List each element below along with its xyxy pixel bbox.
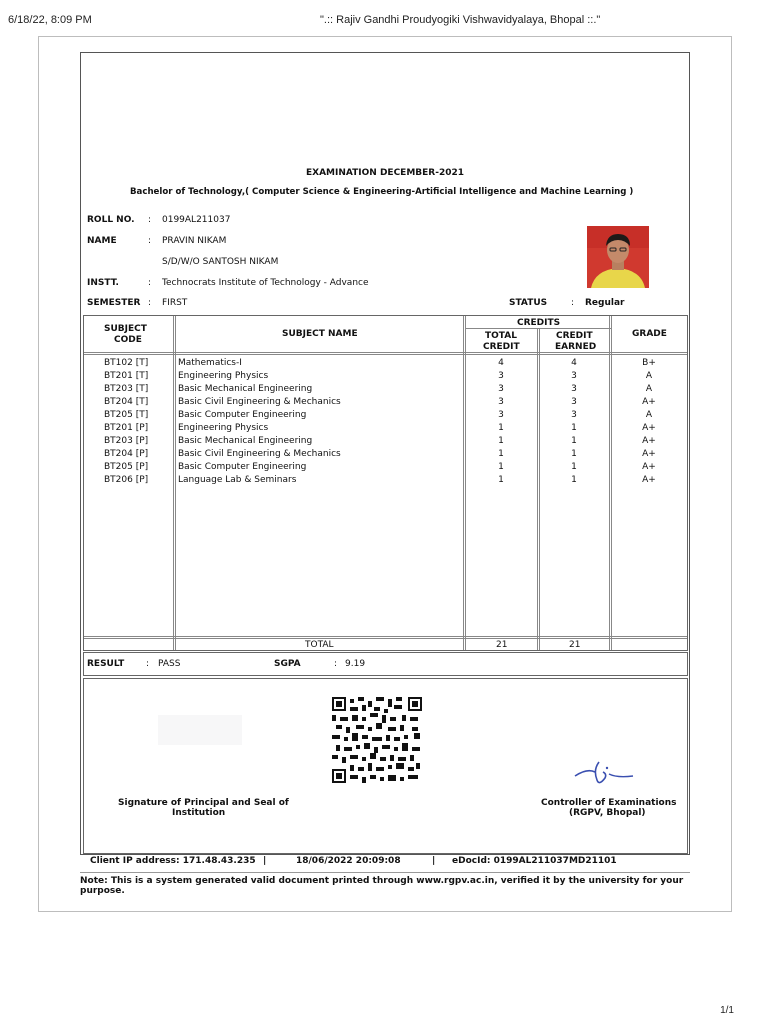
print-header xyxy=(8,14,760,28)
subject-name: Basic Mechanical Engineering xyxy=(178,436,313,446)
subject-code: BT205 [P] xyxy=(104,462,149,472)
qr-code xyxy=(332,697,422,783)
subject-code: BT204 [P] xyxy=(104,449,149,459)
total-credit: 3 xyxy=(498,371,504,381)
grade: A xyxy=(645,371,653,381)
semester-colon: : xyxy=(148,298,152,308)
edoc-id: eDocId: 0199AL211037MD21101 xyxy=(452,856,617,866)
subject-code: BT102 [T] xyxy=(104,358,149,368)
principal-signature-line2: Institution xyxy=(172,808,226,818)
name-value: PRAVIN NIKAM xyxy=(162,236,227,246)
note-line1: Note: This is a system generated valid document printed through www.rgpv.ac.in, verified it by the university for your xyxy=(80,876,684,886)
instt-label: INSTT. xyxy=(87,278,119,288)
total-credit: 1 xyxy=(498,475,504,485)
credits-header: CREDITS xyxy=(517,318,561,328)
grade: B+ xyxy=(642,358,656,368)
subject-code: BT205 [T] xyxy=(104,410,149,420)
institution-seal xyxy=(158,715,242,745)
total-credit: 1 xyxy=(498,449,504,459)
total-credit: 1 xyxy=(498,462,504,472)
result-colon: : xyxy=(146,659,150,669)
program-name: Bachelor of Technology,( Computer Science & Engineering-Artificial Intelligence and Machine Learning ) xyxy=(130,187,634,197)
page-number: 1/1 xyxy=(720,1005,734,1016)
result-label: RESULT xyxy=(87,659,125,669)
col-code-line2: CODE xyxy=(114,335,142,345)
subject-name: Basic Mechanical Engineering xyxy=(178,384,313,394)
subject-name: Engineering Physics xyxy=(178,371,269,381)
roll-colon: : xyxy=(148,215,152,225)
client-ip: Client IP address: 171.48.43.235 xyxy=(90,856,256,866)
subject-name: Mathematics-I xyxy=(178,358,242,368)
grade: A xyxy=(645,410,653,420)
print-datetime: 6/18/22, 8:09 PM xyxy=(8,14,92,26)
credit-earned: 3 xyxy=(571,384,577,394)
total-earned: 21 xyxy=(569,640,581,650)
parent-name: S/D/W/O SANTOSH NIKAM xyxy=(162,257,279,267)
col-subject-name: SUBJECT NAME xyxy=(282,329,358,339)
semester-label: SEMESTER xyxy=(87,298,141,308)
col-grade: GRADE xyxy=(632,329,667,339)
grade: A+ xyxy=(642,462,656,472)
roll-label: ROLL NO. xyxy=(87,215,135,225)
total-credit: 1 xyxy=(498,436,504,446)
instt-colon: : xyxy=(148,278,152,288)
print-timestamp: 18/06/2022 20:09:08 xyxy=(296,856,401,866)
controller-line1: Controller of Examinations xyxy=(541,798,677,808)
status-label: STATUS xyxy=(509,298,548,308)
subject-code: BT201 [P] xyxy=(104,423,149,433)
credit-earned: 3 xyxy=(571,397,577,407)
subject-name: Basic Computer Engineering xyxy=(178,410,307,420)
total-credit: 3 xyxy=(498,384,504,394)
subject-code: BT206 [P] xyxy=(104,475,149,485)
credit-earned: 4 xyxy=(571,358,577,368)
total-credit: 3 xyxy=(498,410,504,420)
sgpa-label: SGPA xyxy=(274,659,301,669)
status-colon: : xyxy=(571,298,575,308)
principal-signature-line1: Signature of Principal and Seal of xyxy=(118,798,289,808)
subject-name: Language Lab & Seminars xyxy=(178,475,297,485)
subject-name: Basic Civil Engineering & Mechanics xyxy=(178,397,341,407)
grade: A+ xyxy=(642,423,656,433)
credit-earned: 3 xyxy=(571,371,577,381)
sgpa-value: 9.19 xyxy=(345,659,366,669)
controller-line2: (RGPV, Bhopal) xyxy=(569,808,646,818)
col-total-line2: CREDIT xyxy=(483,342,520,352)
grade: A xyxy=(645,384,653,394)
name-label: NAME xyxy=(87,236,117,246)
col-earned-line2: EARNED xyxy=(555,342,597,352)
roll-value: 0199AL211037 xyxy=(162,215,231,225)
name-colon: : xyxy=(148,236,152,246)
semester-value: FIRST xyxy=(162,298,188,308)
separator-2: | xyxy=(432,856,436,866)
grade: A+ xyxy=(642,449,656,459)
instt-value: Technocrats Institute of Technology - Advance xyxy=(162,278,369,288)
col-total-line1: TOTAL xyxy=(485,331,517,341)
subject-name: Basic Civil Engineering & Mechanics xyxy=(178,449,341,459)
grade: A+ xyxy=(642,436,656,446)
note-line2: purpose. xyxy=(80,886,125,896)
credit-earned: 1 xyxy=(571,462,577,472)
status-value: Regular xyxy=(585,298,625,308)
separator-1: | xyxy=(263,856,267,866)
subject-code: BT203 [T] xyxy=(104,384,149,394)
total-credit: 1 xyxy=(498,423,504,433)
controller-signature xyxy=(573,758,637,788)
subject-code: BT201 [T] xyxy=(104,371,149,381)
total-credit: 3 xyxy=(498,397,504,407)
student-photo xyxy=(587,226,649,288)
print-title: ".:: Rajiv Gandhi Proudyogiki Vishwavidyalaya, Bhopal ::." xyxy=(320,14,601,26)
col-code-line1: SUBJECT xyxy=(104,324,147,334)
credit-earned: 1 xyxy=(571,449,577,459)
total-credit: 4 xyxy=(498,358,504,368)
result-value: PASS xyxy=(158,659,181,669)
credit-earned: 3 xyxy=(571,410,577,420)
subject-code: BT204 [T] xyxy=(104,397,149,407)
credit-earned: 1 xyxy=(571,436,577,446)
subject-name: Basic Computer Engineering xyxy=(178,462,307,472)
sgpa-colon: : xyxy=(334,659,338,669)
credit-earned: 1 xyxy=(571,423,577,433)
subject-code: BT203 [P] xyxy=(104,436,149,446)
grade: A+ xyxy=(642,475,656,485)
total-label: TOTAL xyxy=(305,640,334,650)
col-earned-line1: CREDIT xyxy=(556,331,593,341)
subject-name: Engineering Physics xyxy=(178,423,269,433)
grade: A+ xyxy=(642,397,656,407)
total-credit: 21 xyxy=(496,640,508,650)
exam-title: EXAMINATION DECEMBER-2021 xyxy=(306,168,465,178)
credit-earned: 1 xyxy=(571,475,577,485)
